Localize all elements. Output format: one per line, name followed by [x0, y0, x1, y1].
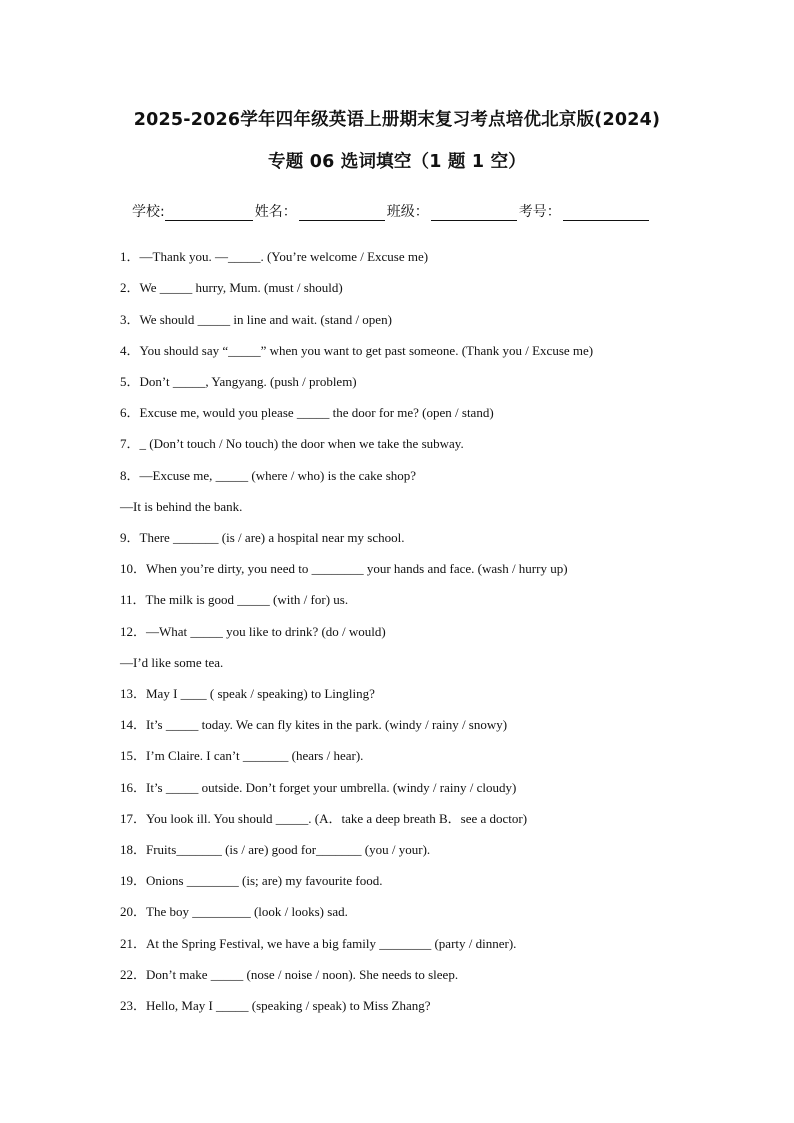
class-label: 班级： — [386, 204, 429, 220]
question-line: 13．May I ____ ( speak / speaking) to Lingling? — [120, 686, 375, 701]
question-line: 11．The milk is good _____ (with / for) us. — [120, 592, 349, 607]
question-line: 16．It’s _____ outside. Don’t forget your umbrella. (windy / rainy / cloudy) — [120, 780, 517, 795]
question-line: 10．When you’re dirty, you need to ________ your hands and face. (wash / hurry up) — [120, 561, 568, 576]
question-line: 5．Don’t _____, Yangyang. (push / problem) — [120, 374, 357, 389]
question-line: 8．—Excuse me, _____ (where / who) is the cake shop? — [120, 468, 417, 483]
question-line: 1．—Thank you. —_____. (You’re welcome / Excuse me) — [120, 249, 429, 264]
name-label: 姓名： — [254, 204, 297, 220]
question-line: 6．Excuse me, would you please _____ the door for me? (open / stand) — [120, 405, 494, 420]
number-label: 考号： — [518, 204, 561, 220]
question-line: 19．Onions ________ (is; are) my favourite food. — [120, 873, 383, 888]
class-blank[interactable] — [431, 206, 517, 221]
question-line: 9．There _______ (is / are) a hospital near my school. — [120, 530, 405, 545]
question-line: 12．—What _____ you like to drink? (do / would) — [120, 624, 386, 639]
number-blank[interactable] — [563, 206, 649, 221]
question-line: 23．Hello, May I _____ (speaking / speak) to Miss Zhang? — [120, 998, 431, 1013]
question-line: 22．Don’t make _____ (nose / noise / noon). She needs to sleep. — [120, 967, 459, 982]
question-line: 18．Fruits_______ (is / are) good for_______ (you / your). — [120, 842, 431, 857]
name-blank[interactable] — [299, 206, 385, 221]
question-line: 2．We _____ hurry, Mum. (must / should) — [120, 280, 343, 295]
question-line: 4．You should say “_____” when you want to get past someone. (Thank you / Excuse me) — [120, 343, 594, 358]
answer-line: —It is behind the bank. — [120, 499, 243, 514]
page-title: 2025-2026学年四年级英语上册期末复习考点培优北京版(2024) — [133, 110, 661, 130]
question-line: 3．We should _____ in line and wait. (stand / open) — [120, 312, 392, 327]
question-line: 14．It’s _____ today. We can fly kites in the park. (windy / rainy / snowy) — [120, 717, 508, 732]
school-blank[interactable] — [165, 206, 253, 221]
answer-line: —I’d like some tea. — [120, 655, 224, 670]
student-info-line — [132, 201, 651, 221]
question-line: 7．_ (Don’t touch / No touch) the door when we take the subway. — [120, 436, 464, 451]
page-subtitle: 专题 06 选词填空（1 题 1 空） — [268, 152, 526, 172]
school-label: 学校: — [132, 204, 165, 220]
question-line: 21．At the Spring Festival, we have a big family ________ (party / dinner). — [120, 936, 517, 951]
question-line: 20．The boy _________ (look / looks) sad. — [120, 904, 348, 919]
question-line: 15．I’m Claire. I can’t _______ (hears / hear). — [120, 748, 364, 763]
question-line: 17．You look ill. You should _____. (A．take a deep breath B．see a doctor) — [120, 811, 528, 826]
